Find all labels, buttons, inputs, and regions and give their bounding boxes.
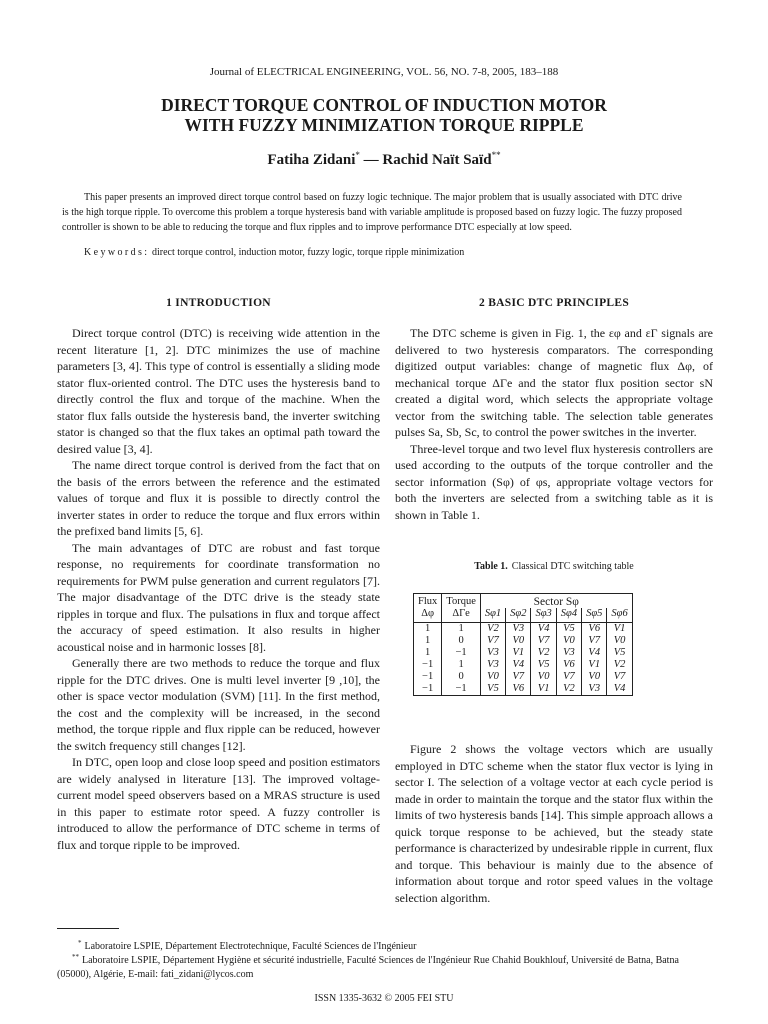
cell-vector: V1 bbox=[531, 683, 556, 696]
basic-paragraph-2: Three-level torque and two level flux hysteresis controllers are used according to the outputs of the torque controller and the sector information (Sφ) of φs, appropriate voltage vectors for both the inverters are selected from a switching table as it is shown in Table 1. bbox=[395, 441, 713, 522]
table-header-row bbox=[414, 594, 633, 609]
keywords-label: Keywords: bbox=[84, 247, 150, 258]
cell-vector: V0 bbox=[582, 671, 607, 683]
cell-vector: V0 bbox=[607, 635, 632, 647]
table-row bbox=[414, 671, 633, 683]
cell-vector: V4 bbox=[607, 683, 632, 696]
basic-paragraph-1: The DTC scheme is given in Fig. 1, the εφ and εΓ signals are delivered to two hysteresis comparators. The corresponding digitized output variables: change of magnetic flux Δφ, of mechanical torque ΔΓe and the stator flux position sector sN created a digital word, which selects the appropriate voltage vector from the switching table. The selection table generates pulses Sa, Sb, Sc, to control the power switches in the inverter. bbox=[395, 326, 713, 439]
sector-1: Sφ1 bbox=[480, 608, 505, 623]
basic-paragraph-3: Figure 2 shows the voltage vectors which are usually employed in DTC scheme when the stator flux vector is lying in sector I. The selection of a voltage vector at each cycle period is made in order to maintain the torque and the stator flux within the limits of two hysteresis bands [14]. This simple approach allows a quick torque response to be achieved, but the steady state performance is characterized by undesirable ripple in current, flux and torque. This behaviour is mainly due to the absence of information about torque and rotor speed values in the voltage selection algorithm. bbox=[395, 742, 713, 905]
cell-vector: V1 bbox=[506, 647, 531, 659]
journal-header: Journal of ELECTRICAL ENGINEERING, VOL. 56, NO. 7-8, 2005, 183–188 bbox=[209, 66, 559, 78]
heading-introduction: 1 INTRODUCTION bbox=[166, 297, 271, 309]
keywords-list: direct torque control, induction motor, fuzzy logic, torque ripple minimization bbox=[151, 247, 465, 258]
author-2: Rachid Naït Saïd bbox=[382, 152, 492, 168]
cell-vector: V7 bbox=[556, 671, 581, 683]
cell-vector: V4 bbox=[582, 647, 607, 659]
table-row bbox=[414, 647, 633, 659]
cell-vector: V5 bbox=[556, 623, 581, 636]
table-caption-text: Classical DTC switching table bbox=[511, 561, 634, 572]
cell-vector: V7 bbox=[480, 635, 505, 647]
keywords bbox=[84, 247, 684, 258]
cell-vector: V5 bbox=[480, 683, 505, 696]
introduction-body bbox=[57, 325, 380, 853]
cell-vector: V7 bbox=[607, 671, 632, 683]
cell-flux: −1 bbox=[414, 683, 442, 696]
cell-vector: V2 bbox=[531, 647, 556, 659]
cell-vector: V0 bbox=[556, 635, 581, 647]
table-row bbox=[414, 635, 633, 647]
cell-torque: 0 bbox=[442, 671, 481, 683]
intro-paragraph-5: In DTC, open loop and close loop speed and position estimators are widely analysed in literature [13]. The improved voltage-current model speed observers based on a MRAS structure is used in this paper to estimate rotor speed. A fuzzy controller is introduced to allow the performance of DTC scheme in terms of flux and torque ripple to be improved. bbox=[57, 755, 380, 852]
cell-vector: V1 bbox=[582, 659, 607, 671]
cell-torque: −1 bbox=[442, 683, 481, 696]
cell-vector: V6 bbox=[556, 659, 581, 671]
cell-flux: 1 bbox=[414, 623, 442, 636]
cell-flux: 1 bbox=[414, 647, 442, 659]
author-1: Fatiha Zidani bbox=[267, 152, 356, 168]
cell-vector: V2 bbox=[480, 623, 505, 636]
footnote-1-mark: * bbox=[78, 939, 82, 947]
table-label: Table 1. bbox=[474, 561, 508, 572]
cell-vector: V6 bbox=[506, 683, 531, 696]
footnote-1-text: Laboratoire LSPIE, Département Electrotechnique, Faculté Sciences de l'Ingénieur bbox=[84, 941, 417, 952]
cell-vector: V7 bbox=[531, 635, 556, 647]
cell-vector: V2 bbox=[607, 659, 632, 671]
cell-vector: V5 bbox=[607, 647, 632, 659]
title-line-1: DIRECT TORQUE CONTROL OF INDUCTION MOTOR bbox=[161, 95, 607, 115]
cell-vector: V0 bbox=[531, 671, 556, 683]
intro-paragraph-1: Direct torque control (DTC) is receiving wide attention in the recent literature [1, 2]. DTC minimizes the use of machine parameters [3, 4]. This type of control is essentially a sliding mode stator flux-oriented control. The DTC uses the hysteresis band to directly control the flux and torque of the machine. When the stator flux falls outside the hysteresis band, the inverter switching stator is changed so that the flux takes an optimal path toward the desired value [3, 4]. bbox=[57, 326, 380, 456]
basic-dtc-body bbox=[395, 325, 713, 523]
cell-vector: V3 bbox=[480, 659, 505, 671]
cell-torque: −1 bbox=[442, 647, 481, 659]
cell-vector: V0 bbox=[506, 635, 531, 647]
cell-vector: V4 bbox=[531, 623, 556, 636]
cell-torque: 0 bbox=[442, 635, 481, 647]
cell-flux: −1 bbox=[414, 671, 442, 683]
table-row bbox=[414, 623, 633, 636]
footnote-2-text: Laboratoire LSPIE, Département Hygiène et sécurité industrielle, Faculté Sciences de l'Ingénieur Rue Chahid Boukhlouf, Université de Batna, Batna (05000), Algérie, E-mail: fati_zidani@lycos.com bbox=[57, 955, 679, 980]
sector-4: Sφ4 bbox=[556, 608, 581, 623]
cell-vector: V3 bbox=[480, 647, 505, 659]
footnote-divider bbox=[57, 928, 119, 929]
footnote-2 bbox=[57, 950, 713, 982]
table-subheader-row bbox=[414, 608, 633, 623]
cell-vector: V7 bbox=[582, 635, 607, 647]
author-1-mark: * bbox=[355, 150, 360, 160]
basic-dtc-body-continued bbox=[395, 741, 713, 906]
table-caption bbox=[395, 561, 713, 572]
intro-paragraph-4: Generally there are two methods to reduce the torque and flux ripple for the DTC drives. One is multi level inverter [9 ,10], the other is space vector modulation (SVM) [11]. In the first method, the cost and the complexity will be increased, in the second method, the torque ripple and flux ripple can be reduced, however the switch frequency still changes [12]. bbox=[57, 656, 380, 753]
sector-6: Sφ6 bbox=[607, 608, 632, 623]
subheader-flux: Δφ bbox=[414, 608, 442, 623]
cell-vector: V6 bbox=[582, 623, 607, 636]
switching-table bbox=[413, 593, 633, 696]
title-line-2: WITH FUZZY MINIMIZATION TORQUE RIPPLE bbox=[184, 115, 584, 135]
cell-vector: V2 bbox=[556, 683, 581, 696]
cell-vector: V4 bbox=[506, 659, 531, 671]
cell-vector: V3 bbox=[506, 623, 531, 636]
header-torque: Torque bbox=[442, 594, 481, 609]
footnote-2-mark: ** bbox=[72, 953, 79, 961]
abstract: This paper presents an improved direct torque control based on fuzzy logic technique. The major problem that is usually associated with DTC drive is the high torque ripple. To overcome this problem a torque hysteresis band with variable amplitude is proposed based on fuzzy logic. The fuzzy proposed controller is shown to be able to reducing the torque and flux ripples and to improve performance DTC especially at low speed. bbox=[62, 192, 682, 233]
author-line bbox=[0, 150, 768, 169]
cell-vector: V3 bbox=[556, 647, 581, 659]
intro-paragraph-3: The main advantages of DTC are robust and fast torque response, no requirements for coordinate transformation no requirements for PWM pulse generation and current regulators [7]. The major disadvantage of the DTC drive is the steady state ripples in torque and flux. The pulsations in flux and torque affect the accuracy of speed estimation. It also results in higher acoustical noise and in harmonic losses [8]. bbox=[57, 540, 380, 654]
cell-vector: V7 bbox=[506, 671, 531, 683]
author-2-mark: ** bbox=[491, 150, 501, 160]
sector-5: Sφ5 bbox=[582, 608, 607, 623]
paper-title bbox=[40, 95, 728, 135]
table-row bbox=[414, 683, 633, 696]
cell-flux: 1 bbox=[414, 635, 442, 647]
cell-vector: V0 bbox=[480, 671, 505, 683]
header-sector: Sector Sφ bbox=[480, 594, 632, 609]
sector-3: Sφ3 bbox=[531, 608, 556, 623]
cell-torque: 1 bbox=[442, 623, 481, 636]
header-flux: Flux bbox=[414, 594, 442, 609]
table-row bbox=[414, 659, 633, 671]
cell-vector: V1 bbox=[607, 623, 632, 636]
cell-vector: V5 bbox=[531, 659, 556, 671]
sector-2: Sφ2 bbox=[506, 608, 531, 623]
author-separator: — bbox=[359, 152, 383, 168]
issn-footer: ISSN 1335-3632 © 2005 FEI STU bbox=[314, 993, 454, 1004]
cell-flux: −1 bbox=[414, 659, 442, 671]
subheader-torque: ΔΓe bbox=[442, 608, 481, 623]
intro-paragraph-2: The name direct torque control is derived from the fact that on the basis of the errors between the reference and the estimated values of torque and flux it is possible to directly control the inverter states in order to reduce the torque and flux errors within the prefixed band limits [5, 6]. bbox=[57, 458, 380, 538]
cell-vector: V3 bbox=[582, 683, 607, 696]
cell-torque: 1 bbox=[442, 659, 481, 671]
heading-basic-dtc: 2 BASIC DTC PRINCIPLES bbox=[478, 297, 630, 309]
